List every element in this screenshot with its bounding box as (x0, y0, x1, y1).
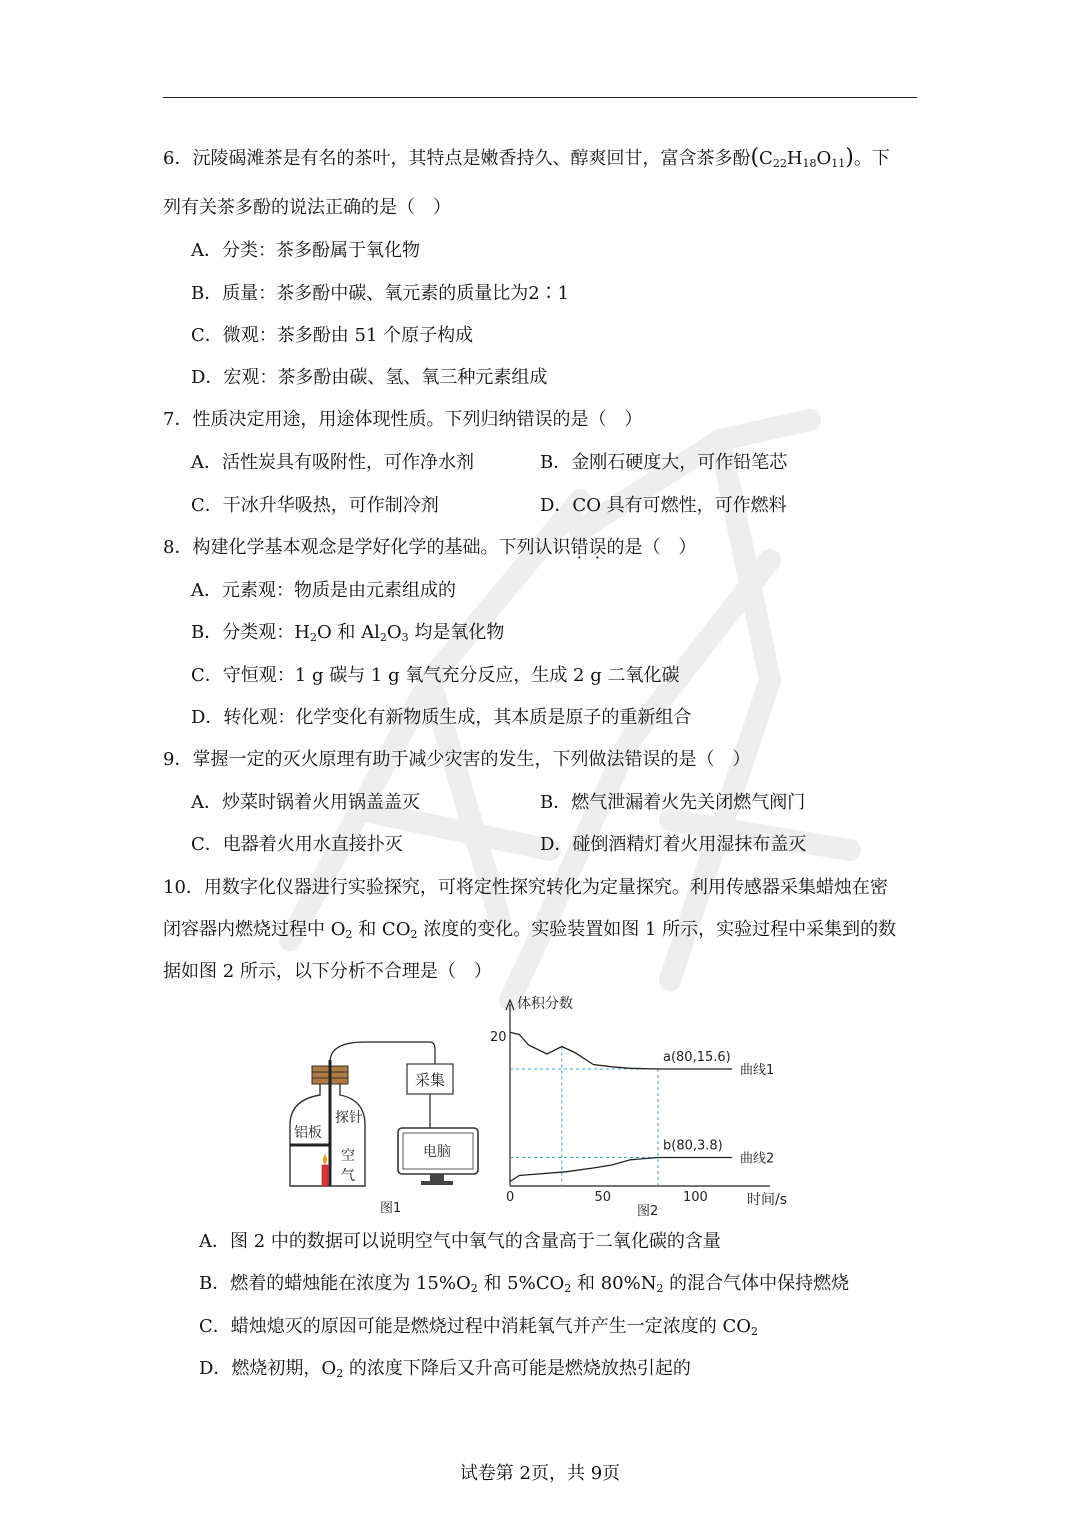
q10-stem-line3: 据如图 2 所示，以下分析不合理是（ ） (163, 961, 492, 982)
cable-probe (330, 1042, 435, 1064)
annotation-a: a(80,15.6) (663, 1050, 731, 1065)
figure1-caption: 图1 (380, 1201, 402, 1216)
q8-stem: 8．构建化学基本观念是学好化学的基础。下列认识错误的是（ ） (163, 537, 697, 558)
series-label-1: 曲线1 (740, 1063, 775, 1078)
q9-option-d[interactable]: D．碰倒酒精灯着火用湿抹布盖灭 (540, 834, 807, 855)
q8-option-b[interactable]: B．分类观：$H_2O$ 和 $Al_2O_3$ 均是氧化物 (191, 622, 505, 644)
q8-option-c[interactable]: C．守恒观：1 g 碳与 1 g 氧气充分反应，生成 2 g 二氧化碳 (191, 665, 680, 686)
q6-option-d[interactable]: D．宏观：茶多酚由碳、氢、氧三种元素组成 (191, 367, 548, 388)
q7-option-b[interactable]: B．金刚石硬度大，可作铅笔芯 (540, 452, 788, 473)
figure2-caption: 图2 (637, 1204, 659, 1219)
page-footer: 试卷第 2页，共 9页 (459, 1463, 621, 1484)
chart-y-tick: 20 (490, 1030, 507, 1045)
label-plate: 铝板 (294, 1125, 322, 1141)
q7-option-a[interactable]: A．活性炭具有吸附性，可作净水剂 (191, 452, 474, 473)
label-air-1: 空 (341, 1148, 355, 1164)
label-air-2: 气 (341, 1168, 355, 1184)
label-probe: 探针 (335, 1110, 363, 1126)
header-rule (163, 97, 917, 98)
q10-option-c[interactable]: C．蜡烛熄灭的原因可能是燃烧过程中消耗氧气并产生一定浓度的 $CO_2$ (199, 1316, 759, 1338)
q6-option-b[interactable]: B．质量：茶多酚中碳、氧元素的质量比为2∶1 (191, 283, 570, 304)
q8-option-d[interactable]: D．转化观：化学变化有新物质生成，其本质是原子的重新组合 (191, 707, 692, 728)
q10-option-b[interactable]: B．燃着的蜡烛能在浓度为 $15\%O_2$ 和 $5\%CO_2$ 和 $80\%N_2$ 的混合气体中保持燃烧 (199, 1273, 850, 1295)
chart-x-tick: 0 (506, 1190, 515, 1205)
figure2-chart (490, 995, 787, 1219)
figure1-apparatus (290, 1042, 478, 1216)
chart-xlabel: 时间/s (747, 1192, 788, 1208)
q6-option-a[interactable]: A．分类：茶多酚属于氧化物 (191, 240, 420, 261)
chart-x-tick: 50 (594, 1190, 612, 1205)
q6-stem-line2: 列有关茶多酚的说法正确的是（ ） (163, 197, 451, 218)
q10-stem-line1: 10．用数字化仪器进行实验探究，可将定性探究转化为定量探究。利用传感器采集蜡烛在密 (163, 877, 888, 898)
label-collect: 采集 (415, 1071, 446, 1089)
q6-stem-line1: 6．沅陵碣滩茶是有名的茶叶，其特点是嫩香持久、醇爽回甘，富含茶多酚$(C_{22}H_{18}O_{11})$。下 (163, 145, 890, 170)
q9-option-c[interactable]: C．电器着火用水直接扑灭 (191, 834, 403, 855)
q10-option-a[interactable]: A．图 2 中的数据可以说明空气中氧气的含量高于二氧化碳的含量 (199, 1231, 721, 1252)
q10-stem-line2: 闭容器内燃烧过程中 $O_2$ 和 $CO_2$ 浓度的变化。实验装置如图 1 所示，实验过程中采集到的数 (163, 919, 897, 941)
q10-option-d[interactable]: D．燃烧初期，$O_2$ 的浓度下降后又升高可能是燃烧放热引起的 (199, 1358, 691, 1380)
annotation-b: b(80,3.8) (663, 1138, 723, 1154)
series-line-2 (510, 1158, 732, 1182)
q6-option-c[interactable]: C．微观：茶多酚由 51 个原子构成 (191, 325, 474, 346)
q9-option-a[interactable]: A．炒菜时锅着火用锅盖盖灭 (191, 792, 420, 813)
q7-stem: 7．性质决定用途，用途体现性质。下列归纳错误的是（ ） (163, 409, 643, 430)
chart-x-tick: 100 (683, 1190, 708, 1205)
q8-option-a[interactable]: A．元素观：物质是由元素组成的 (191, 580, 456, 601)
q9-option-b[interactable]: B．燃气泄漏着火先关闭燃气阀门 (540, 792, 806, 813)
label-computer: 电脑 (423, 1144, 451, 1160)
series-label-2: 曲线2 (740, 1151, 775, 1167)
q7-option-d[interactable]: D．CO 具有可燃性，可作燃料 (540, 495, 787, 516)
candle (322, 1165, 328, 1186)
q9-stem: 9．掌握一定的灭火原理有助于减少灾害的发生，下列做法错误的是（ ） (163, 749, 751, 770)
candle-flame (323, 1154, 327, 1165)
q10-figures (285, 990, 805, 1220)
chart-ylabel: 体积分数 (517, 996, 573, 1012)
q7-option-c[interactable]: C．干冰升华吸热，可作制冷剂 (191, 495, 439, 516)
